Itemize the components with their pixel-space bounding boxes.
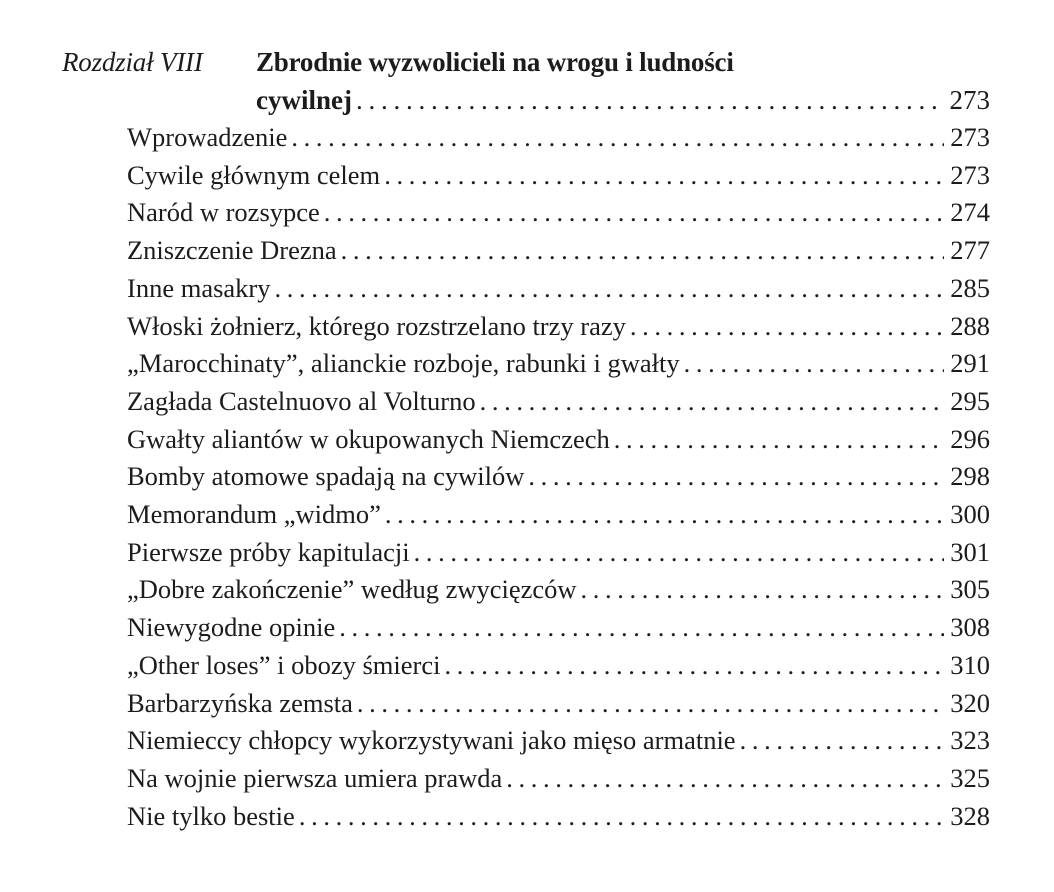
toc-entry	[127, 307, 990, 345]
toc-entry	[127, 646, 990, 684]
toc-entry	[127, 382, 990, 420]
toc-entry-page-number: 291	[950, 348, 990, 379]
toc-entry-title: Na wojnie pierwsza umiera prawda	[127, 762, 503, 793]
toc-entry-page-number: 273	[950, 122, 990, 152]
dot-leader	[480, 382, 945, 420]
toc-entry	[127, 344, 990, 382]
chapter-title-line2: cywilnej	[256, 85, 352, 115]
dot-leader	[341, 231, 945, 269]
toc-entry-title: Niewygodne opinie	[127, 612, 336, 643]
toc-entry-page-number: 285	[950, 272, 990, 303]
toc-entry-title: Naród w rozsypce	[127, 197, 320, 228]
toc-entry-title: Nie tylko bestie	[127, 800, 295, 831]
toc-entry	[127, 533, 990, 571]
toc-entry-page-number: 305	[950, 574, 990, 605]
dot-leader	[291, 118, 944, 156]
toc-entry	[127, 420, 990, 458]
dot-leader	[684, 344, 945, 382]
toc-entry-page-number: 310	[950, 649, 990, 680]
dot-leader	[444, 646, 944, 684]
chapter-page-number: 273	[949, 85, 990, 115]
toc-entry	[127, 156, 990, 194]
toc-entry	[127, 495, 990, 533]
toc-entry-page-number: 295	[950, 385, 990, 416]
toc-entry	[127, 231, 990, 269]
toc-entry	[127, 570, 990, 608]
dot-leader	[630, 307, 944, 345]
toc-entry-title: Włoski żołnierz, którego rozstrzelano trzy razy	[127, 310, 626, 341]
dot-leader	[614, 420, 945, 458]
toc-entry-title: Pierwsze próby kapitulacji	[127, 536, 410, 567]
toc-entry-page-number: 298	[950, 461, 990, 492]
toc-entry-title: Barbarzyńska zemsta	[127, 687, 353, 718]
toc-entry-page-number: 325	[950, 762, 990, 793]
toc-entry-title: Gwałty aliantów w okupowanych Niemczech	[127, 423, 610, 454]
toc-entry	[127, 797, 990, 835]
dot-leader	[299, 797, 944, 835]
dot-leader	[740, 721, 945, 759]
toc-entry-title: „Dobre zakończenie” według zwycięzców	[127, 574, 577, 605]
toc-entry	[127, 759, 990, 797]
toc-entry	[127, 721, 990, 759]
toc-entry	[127, 118, 990, 156]
toc-entry-page-number: 273	[950, 159, 990, 190]
toc-entry-title: Cywile głównym celem	[127, 159, 381, 190]
chapter-label: Rozdział VIII	[62, 47, 203, 77]
dot-leader	[506, 759, 944, 797]
dot-leader	[356, 81, 944, 119]
toc-entry-page-number: 308	[950, 612, 990, 643]
toc-entry-title: Niemieccy chłopcy wykorzystywani jako mięso armatnie	[127, 725, 736, 756]
dot-leader	[357, 684, 944, 722]
toc-entry-page-number: 277	[950, 235, 990, 266]
toc-entry-title: Memorandum „widmo”	[127, 499, 381, 529]
toc-entry	[127, 608, 990, 646]
dot-leader	[414, 533, 945, 571]
dot-leader	[384, 156, 944, 194]
chapter-title-row	[256, 81, 990, 119]
dot-leader	[339, 608, 944, 646]
toc-entry-title: Zagłada Castelnuovo al Volturno	[127, 385, 476, 416]
toc-entry-title: Inne masakry	[127, 272, 271, 303]
dot-leader	[324, 193, 944, 231]
toc-entry-page-number: 288	[950, 310, 990, 341]
toc-entry	[127, 269, 990, 307]
toc-entry-page-number: 296	[950, 423, 990, 454]
toc-entry	[127, 193, 990, 231]
dot-leader	[528, 457, 944, 495]
toc-entry-title: Zniszczenie Drezna	[127, 235, 337, 266]
toc-entry-title: „Marocchinaty”, alianckie rozboje, rabunki i gwałty	[127, 348, 680, 379]
toc-entry-title: Bomby atomowe spadają na cywilów	[127, 461, 525, 492]
dot-leader	[385, 495, 944, 533]
toc-entry	[127, 684, 990, 722]
toc-entry-page-number: 274	[950, 197, 990, 228]
toc-entry-page-number: 301	[950, 536, 990, 567]
dot-leader	[581, 570, 945, 608]
toc-entry-title: „Other loses” i obozy śmierci	[127, 649, 441, 680]
toc-entry-page-number: 328	[950, 800, 990, 831]
toc-entry	[127, 457, 990, 495]
dot-leader	[275, 269, 945, 307]
toc-entry-page-number: 320	[950, 687, 990, 718]
toc-entry-page-number: 323	[950, 725, 990, 756]
toc-entry-page-number: 300	[950, 499, 990, 529]
toc-entry-title: Wprowadzenie	[127, 122, 288, 152]
chapter-title-line1: Zbrodnie wyzwolicieli na wrogu i ludności	[256, 47, 734, 77]
